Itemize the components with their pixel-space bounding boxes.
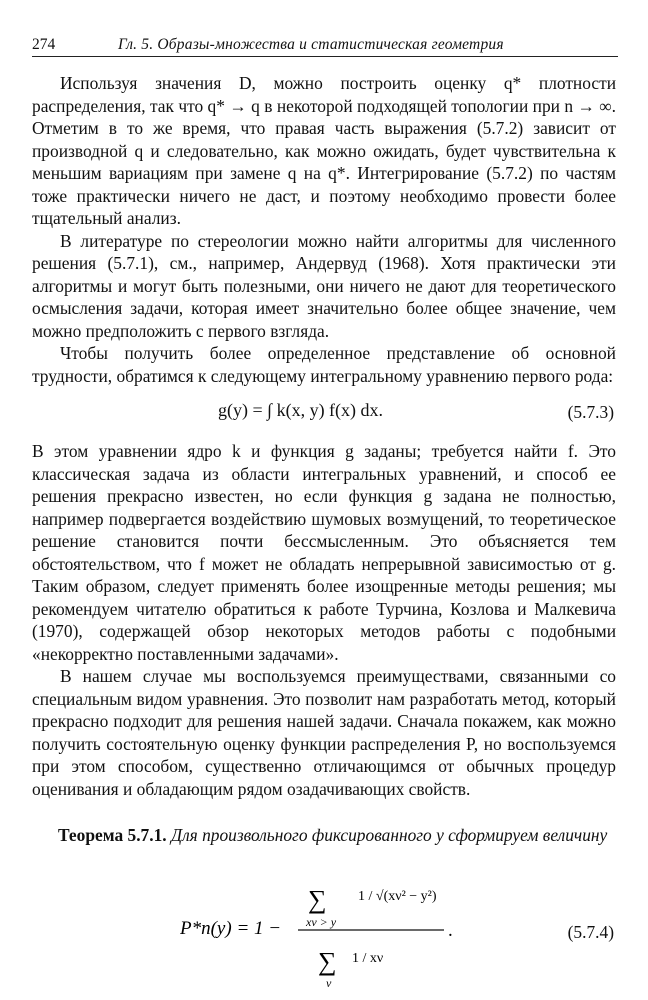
eq-terminal-period: . [448,920,453,941]
equation-5-7-4 [180,870,480,992]
paragraph-3: Чтобы получить более определенное представление об основной трудности, обратимся к следующему интегральному уравнению первого рода: [32,343,616,386]
body-text-top [32,72,616,387]
numerator-sum-index: xν > y [306,915,337,929]
theorem-label: Теорема 5.7.1. [58,825,167,845]
numerator-term: 1 / √(xν² − y²) [358,889,437,904]
paragraph-2: В литературе по стереологии можно найти алгоритмы для численного решения (5.7.1), см., например, Андервуд (1968). Хотя практически эти алгоритмы и могут быть полезными, они ничего не дают для теоретического осмысления задачи, которая имеет значительно более общее значение, чем можно предположить с первого взгляда. [32,230,616,341]
paragraph-5: В нашем случае мы воспользуемся преимуществами, связанными со специальным видом уравнения. Это позволит нам разработать метод, который прекрасно подходит для решения нашей задачи. Сначала покажем, как можно получить состоятельную оценку функции распределения P, но воспользуемся при этом способом, существенно отличающимся от обычных процедур оценивания и обладающим рядом озадачивающих свойств. [32,666,616,799]
paragraph-4: В этом уравнении ядро k и функция g заданы; требуется найти f. Это классическая задача из области интегральных уравнений, и способ ее решения прекрасно известен, но если функция g задана не полностью, например подвергается воздействию шумовых возмущений, то теоретическое решение становится почти бессмысленным. Это объясняется тем обстоятельством, что f может не обладать непрерывной зависимостью от g. Таким образом, следует применять более изощренные методы решения; мы рекомендуем читателю обратиться к работе Турчина, Козлова и Малкевича (1970), содержащей обзор некоторых методов работы с подобными «некорректно поставленными задачами». [32,441,616,664]
running-title: Гл. 5. Образы-множества и статистическая геометрия [118,36,504,53]
denominator-term: 1 / xν [352,951,384,966]
running-header [32,36,618,57]
page-number: 274 [32,36,56,53]
equation-5-7-3: g(y) = ∫ k(x, y) f(x) dx. [218,400,384,420]
body-text-bottom [32,440,616,800]
equation-number-5-7-3: (5.7.3) [567,402,614,422]
eq-lhs: P*n(y) = 1 − [180,918,282,939]
theorem-text: Для произвольного фиксированного y сформируем величину [171,825,608,845]
paragraph-1: Используя значения D, можно построить оценку q* плотности распределения, так что q* → q в некоторой подходящей топологии при n → ∞. Отметим в то же время, что правая часть выражения (5.7.2) зависит от производной q и следовательно, как можно ожидать, будет чувствительна к меньшим вариациям при замене q на q*. Интегрирование (5.7.2) по частям тоже практически ничего не даст, и поэтому необходимо провести более тщательный анализ. [32,73,616,228]
denominator-sum-sign: ∑ [318,947,337,976]
theorem-5-7-1 [58,824,618,847]
equation-number-5-7-4: (5.7.4) [567,922,614,942]
denominator-sum-index: ν [326,976,332,990]
numerator-sum-sign: ∑ [308,885,327,914]
